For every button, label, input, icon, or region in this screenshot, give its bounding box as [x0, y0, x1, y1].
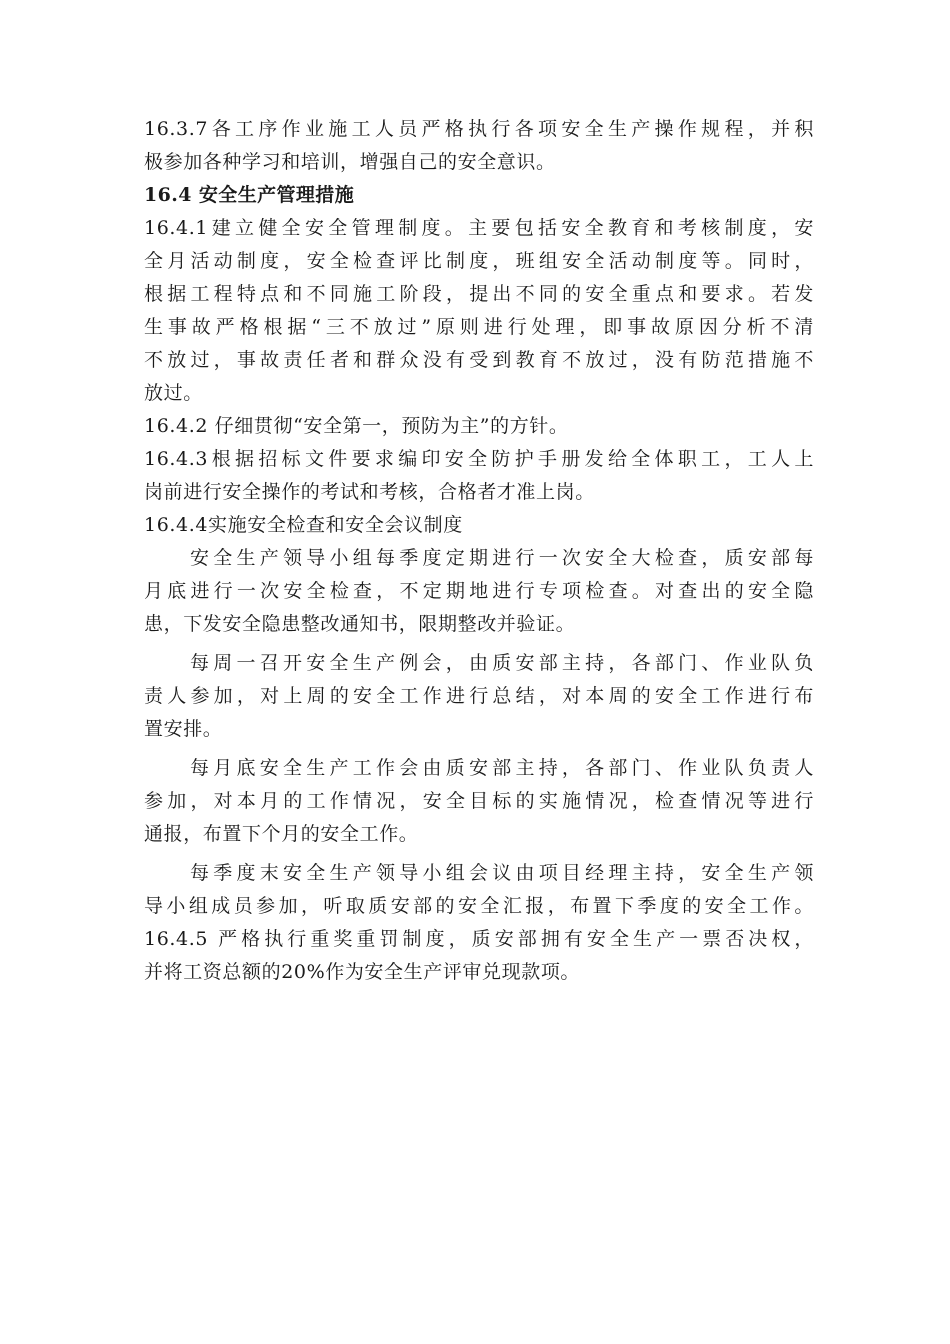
- text-line: 通报，布置下个月的安全工作。: [144, 823, 419, 845]
- text-line: 16.4.1建立健全安全管理制度。主要包括安全教育和考核制度，安: [144, 217, 814, 239]
- text-line: 16.4.3根据招标文件要求编印安全防护手册发给全体职工，工人上: [144, 448, 814, 470]
- text-line: 置安排。: [144, 718, 223, 740]
- clause-16-4-3: [144, 443, 814, 509]
- text-line: 岗前进行安全操作的考试和考核，合格者才准上岗。: [144, 481, 595, 503]
- text-line: 16.4.2 仔细贯彻“安全第一，预防为主”的方针。: [144, 415, 569, 437]
- text-line: 生事故严格根据“三不放过”原则进行处理，即事故原因分析不清: [144, 316, 814, 338]
- text-line: 每周一召开安全生产例会，由质安部主持，各部门、作业队负: [190, 652, 814, 674]
- text-line: 根据工程特点和不同施工阶段，提出不同的安全重点和要求。若发: [144, 283, 814, 305]
- clause-16-3-7: [144, 113, 814, 179]
- text-line: 16.4.5 严格执行重奖重罚制度，质安部拥有安全生产一票否决权，: [144, 928, 814, 950]
- paragraph-weekly-meeting: [144, 647, 814, 746]
- text-line: 全月活动制度，安全检查评比制度，班组安全活动制度等。同时，: [144, 250, 814, 272]
- clause-16-4-2: [144, 410, 814, 443]
- text-line: 16.3.7各工序作业施工人员严格执行各项安全生产操作规程，并积: [144, 118, 814, 140]
- text-line: 不放过，事故责任者和群众没有受到教育不放过，没有防范措施不: [144, 349, 814, 371]
- text-line: 每月底安全生产工作会由质安部主持，各部门、作业队负责人: [190, 757, 814, 779]
- text-line: 16.4 安全生产管理措施: [144, 184, 355, 206]
- text-line: 放过。: [144, 382, 203, 404]
- text-line: 安全生产领导小组每季度定期进行一次安全大检查，质安部每: [190, 547, 814, 569]
- document-page: [144, 113, 814, 989]
- text-line: 极参加各种学习和培训，增强自己的安全意识。: [144, 151, 556, 173]
- paragraph-quarterly-meeting: [144, 857, 814, 923]
- paragraph-monthly-meeting: [144, 752, 814, 851]
- paragraph-quarterly-inspection: [144, 542, 814, 641]
- text-line: 每季度末安全生产领导小组会议由项目经理主持，安全生产领: [190, 862, 814, 884]
- text-line: 患，下发安全隐患整改通知书，限期整改并验证。: [144, 613, 576, 635]
- text-line: 参加，对本月的工作情况，安全目标的实施情况，检查情况等进行: [144, 790, 814, 812]
- text-line: 16.4.4实施安全检查和安全会议制度: [144, 514, 463, 536]
- text-line: 月底进行一次安全检查，不定期地进行专项检查。对查出的安全隐: [144, 580, 814, 602]
- text-line: 导小组成员参加，听取质安部的安全汇报，布置下季度的安全工作。: [144, 895, 814, 917]
- text-line: 并将工资总额的20%作为安全生产评审兑现款项。: [144, 961, 581, 983]
- clause-16-4-1: [144, 212, 814, 410]
- text-line: 责人参加，对上周的安全工作进行总结，对本周的安全工作进行布: [144, 685, 814, 707]
- clause-16-4-4: [144, 509, 814, 542]
- clause-16-4-5: [144, 923, 814, 989]
- section-heading-16-4: [144, 179, 814, 212]
